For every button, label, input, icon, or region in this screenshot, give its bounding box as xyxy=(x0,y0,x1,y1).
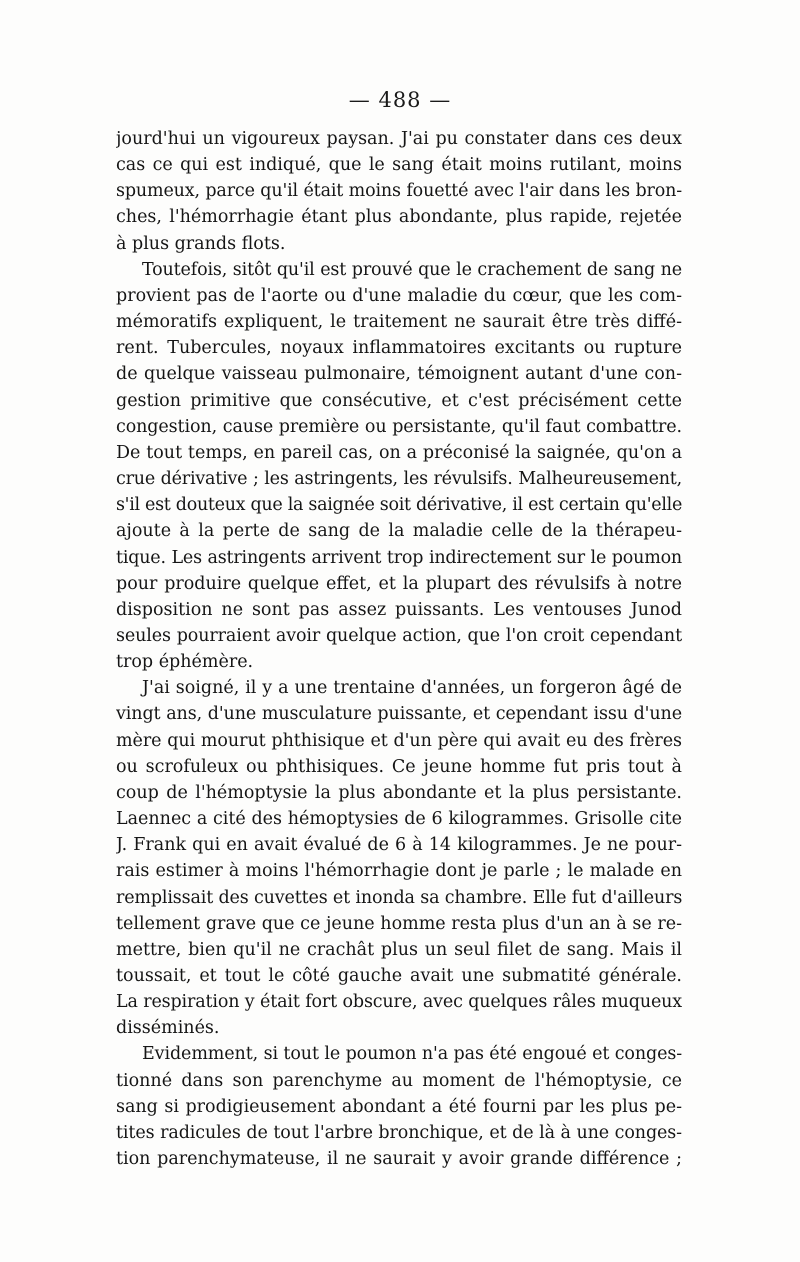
text-line: seules pourraient avoir quelque action, que l'on croit cependant xyxy=(116,625,682,646)
text-line: De tout temps, en pareil cas, on a préconisé la saignée, qu'on a xyxy=(116,442,682,463)
body-text xyxy=(116,126,682,1172)
text-line: tique. Les astringents arrivent trop indirectement sur le poumon xyxy=(116,547,682,568)
text-line: spumeux, parce qu'il était moins fouetté avec l'air dans les bron- xyxy=(116,181,682,202)
text-line: jourd'hui un vigoureux paysan. J'ai pu constater dans ces deux xyxy=(116,129,682,149)
text-line: provient pas de l'aorte ou d'une maladie du cœur, que les com- xyxy=(116,285,682,306)
text-line: tion parenchymateuse, il ne saurait y avoir grande différence ; xyxy=(116,1149,682,1170)
text-line: disposition ne sont pas assez puissants. Les ventouses Junod xyxy=(116,599,682,620)
text-line: de quelque vaisseau pulmonaire, témoignent autant d'une con- xyxy=(116,364,682,385)
text-line: pour produire quelque effet, et la plupart des révulsifs à notre xyxy=(116,573,682,594)
text-line: à plus grands flots. xyxy=(116,233,286,254)
text-line: tites radicules de tout l'arbre bronchique, et de là à une conges- xyxy=(116,1122,682,1143)
text-line: Laennec a cité des hémoptysies de 6 kilogrammes. Grisolle cite xyxy=(116,809,682,830)
text-line: sang si prodigieusement abondant a été fourni par les plus pe- xyxy=(116,1096,682,1117)
text-line: coup de l'hémoptysie la plus abondante et la plus persistante. xyxy=(116,782,682,803)
text-line: disséminés. xyxy=(116,1018,220,1039)
text-line: La respiration y était fort obscure, avec quelques râles muqueux xyxy=(116,992,682,1013)
text-line: rais estimer à moins l'hémorrhagie dont je parle ; le malade en xyxy=(116,861,682,882)
text-line: congestion, cause première ou persistante, qu'il faut combattre. xyxy=(116,416,682,437)
text-line: s'il est douteux que la saignée soit dérivative, il est certain qu'elle xyxy=(116,495,682,516)
text-line: mettre, bien qu'il ne crachât plus un seul filet de sang. Mais il xyxy=(116,939,682,960)
text-line: rent. Tubercules, noyaux inflammatoires excitants ou rupture xyxy=(116,338,682,359)
text-line: J. Frank qui en avait évalué de 6 à 14 kilogrammes. Je ne pour- xyxy=(116,835,682,856)
page-number: — 488 — xyxy=(348,88,452,112)
text-line: mère qui mourut phthisique et d'un père qui avait eu des frères xyxy=(116,730,682,751)
text-line: ajoute à la perte de sang de la maladie celle de la thérapeu- xyxy=(116,521,682,542)
text-line: crue dérivative ; les astringents, les révulsifs. Malheureusement, xyxy=(116,469,682,490)
text-line: ou scrofuleux ou phthisiques. Ce jeune homme fut pris tout à xyxy=(116,756,682,777)
text-line: tionné dans son parenchyme au moment de l'hémoptysie, ce xyxy=(116,1070,682,1091)
text-line: toussait, et tout le côté gauche avait une submatité générale. xyxy=(116,966,682,986)
text-line: Evidemment, si tout le poumon n'a pas été engoué et conges- xyxy=(142,1044,682,1065)
text-line: J'ai soigné, il y a une trentaine d'années, un forgeron âgé de xyxy=(142,678,682,699)
text-line: remplissait des cuvettes et inonda sa chambre. Elle fut d'ailleurs xyxy=(116,887,682,908)
text-line: cas ce qui est indiqué, que le sang était moins rutilant, moins xyxy=(116,155,682,176)
text-line: vingt ans, d'une musculature puissante, et cependant issu d'une xyxy=(116,704,682,725)
text-line: trop éphémère. xyxy=(116,652,254,673)
text-line: gestion primitive que consécutive, et c'est précisément cette xyxy=(116,390,682,411)
text-line: tellement grave que ce jeune homme resta plus d'un an à se re- xyxy=(116,913,682,934)
text-line: mémoratifs expliquent, le traitement ne saurait être très diffé- xyxy=(116,312,682,333)
text-line: Toutefois, sitôt qu'il est prouvé que le crachement de sang ne xyxy=(142,259,682,280)
text-line: ches, l'hémorrhagie étant plus abondante, plus rapide, rejetée xyxy=(116,207,682,228)
